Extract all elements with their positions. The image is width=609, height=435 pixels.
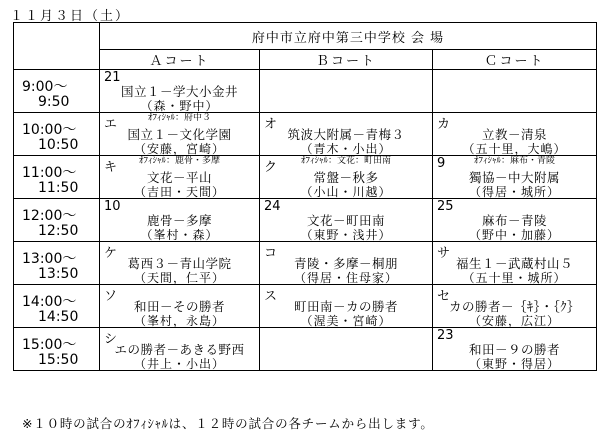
start-time: 12:00～ bbox=[22, 208, 77, 224]
match-info bbox=[260, 242, 432, 284]
court-b-header: Ｂコート bbox=[260, 50, 433, 70]
match-number: エ bbox=[104, 117, 118, 132]
match-referees: （得居・住母家） bbox=[293, 271, 398, 285]
match-teams: 国立１－学大小金井 bbox=[120, 84, 238, 99]
match-number: ケ bbox=[104, 246, 118, 261]
match-teams: 国立１－文化学園 bbox=[127, 127, 232, 142]
slot-body bbox=[14, 70, 597, 371]
match-teams: エの勝者－あきる野西 bbox=[114, 342, 245, 357]
match-number: 10 bbox=[104, 199, 121, 214]
end-time: 12:50 bbox=[38, 223, 79, 239]
match-officials: ｵﾌｨｼｬﾙ：府中３ bbox=[147, 113, 211, 123]
time-cell bbox=[14, 242, 100, 285]
match-teams: カの勝者－｛ｷ｝・｛ｸ｝ bbox=[448, 299, 580, 314]
match-teams: 獨協－中大附属 bbox=[468, 170, 560, 185]
match-teams: 葛西３－青山学院 bbox=[127, 256, 232, 271]
footnote: ※１０時の試合のｵﾌｨｼｬﾙは、１２時の試合の各チームから出します。 bbox=[22, 416, 434, 431]
match-teams: 町田南－カの勝者 bbox=[293, 299, 398, 314]
match-referees: （青木・小出） bbox=[300, 142, 392, 156]
match-cell bbox=[433, 242, 597, 285]
match-number: サ bbox=[437, 246, 451, 261]
time-slot-row bbox=[14, 285, 597, 328]
match-referees: （東野・浅井） bbox=[300, 228, 392, 242]
start-time: 11:00～ bbox=[22, 165, 77, 181]
match-referees: （天間，仁平） bbox=[133, 271, 225, 285]
match-teams: 和田－その勝者 bbox=[133, 299, 225, 314]
match-referees: （森・野中） bbox=[140, 99, 219, 113]
start-time: 13:00～ bbox=[22, 251, 77, 267]
match-number: 24 bbox=[264, 199, 281, 214]
time-slot-row bbox=[14, 70, 597, 113]
match-referees: （野中・加藤） bbox=[468, 228, 560, 242]
match-cell bbox=[433, 285, 597, 328]
match-cell bbox=[260, 113, 433, 166]
match-cell bbox=[100, 70, 260, 123]
match-referees: （五十里・城所） bbox=[462, 271, 567, 285]
match-cell bbox=[433, 328, 597, 371]
match-info bbox=[260, 113, 432, 166]
start-time: 9:00～ bbox=[22, 79, 68, 95]
match-teams: 福生１－武蔵村山５ bbox=[455, 256, 573, 271]
time-cell bbox=[14, 199, 100, 242]
match-referees: （井上・小出） bbox=[133, 357, 225, 371]
match-info bbox=[100, 70, 259, 123]
time-cell bbox=[14, 285, 100, 328]
time-slot-row bbox=[14, 328, 597, 371]
end-time: 14:50 bbox=[38, 309, 79, 325]
start-time: 15:00～ bbox=[22, 337, 77, 353]
match-cell bbox=[433, 199, 597, 242]
end-time: 9:50 bbox=[38, 94, 70, 110]
time-slot-row bbox=[14, 156, 597, 199]
court-a-header: Ａコート bbox=[100, 50, 260, 70]
match-referees: （得居・城所） bbox=[468, 185, 560, 199]
match-referees: （峯村，永島） bbox=[133, 314, 225, 328]
match-referees: （安藤，宮崎） bbox=[133, 142, 225, 156]
match-cell bbox=[433, 156, 597, 199]
court-c-header: Ｃコート bbox=[433, 50, 597, 70]
end-time: 15:50 bbox=[38, 352, 79, 368]
match-number: ク bbox=[264, 160, 278, 175]
end-time: 11:50 bbox=[38, 180, 79, 196]
match-referees: （安藤，広江） bbox=[468, 314, 560, 328]
match-officials: ｵﾌｨｼｬﾙ：鹿骨・多摩 bbox=[138, 156, 220, 166]
match-cell bbox=[260, 242, 433, 285]
match-info bbox=[433, 199, 596, 241]
match-cell bbox=[100, 285, 260, 328]
match-cell bbox=[433, 113, 597, 166]
match-number: キ bbox=[104, 160, 118, 175]
match-number: シ bbox=[104, 332, 118, 347]
match-number: ス bbox=[264, 289, 278, 304]
match-teams: 麻布－青陵 bbox=[481, 213, 547, 228]
match-cell bbox=[260, 70, 433, 113]
match-teams: 筑波大附属－青梅３ bbox=[287, 127, 405, 142]
time-cell bbox=[14, 156, 100, 199]
time-slot-row bbox=[14, 199, 597, 242]
match-info bbox=[100, 242, 259, 284]
match-info bbox=[260, 285, 432, 327]
time-cell bbox=[14, 113, 100, 156]
schedule-date: １１月３日（土） bbox=[10, 9, 131, 24]
match-number: 9 bbox=[437, 156, 446, 171]
match-info bbox=[433, 242, 596, 284]
match-officials: ｵﾌｨｼｬﾙ：文花：町田南 bbox=[300, 156, 391, 166]
match-cell bbox=[260, 199, 433, 242]
match-number: セ bbox=[437, 289, 451, 304]
start-time: 14:00～ bbox=[22, 294, 77, 310]
match-referees: （五十里，大嶋） bbox=[462, 142, 567, 156]
match-cell bbox=[100, 156, 260, 199]
schedule-table bbox=[13, 22, 597, 371]
match-cell bbox=[100, 113, 260, 166]
match-info bbox=[260, 156, 432, 198]
time-slot-row bbox=[14, 113, 597, 156]
match-teams: 文花－町田南 bbox=[306, 213, 385, 228]
end-time: 10:50 bbox=[38, 137, 79, 153]
match-cell bbox=[260, 328, 433, 371]
match-number: ソ bbox=[104, 289, 118, 304]
match-info bbox=[433, 156, 596, 198]
match-info bbox=[260, 199, 432, 241]
match-cell bbox=[100, 242, 260, 285]
match-teams: 青陵・多摩－桐朋 bbox=[293, 256, 398, 271]
time-slot-row bbox=[14, 242, 597, 285]
match-info bbox=[100, 328, 259, 370]
match-teams: 常盤－秋多 bbox=[313, 170, 379, 185]
match-info bbox=[433, 328, 596, 370]
start-time: 10:00～ bbox=[22, 122, 77, 138]
match-number: 25 bbox=[437, 199, 454, 214]
match-teams: 鹿骨－多摩 bbox=[146, 213, 212, 228]
match-number: 23 bbox=[437, 328, 454, 343]
match-cell bbox=[260, 156, 433, 199]
match-number: カ bbox=[437, 117, 451, 132]
match-referees: （小山・川越） bbox=[300, 185, 392, 199]
match-referees: （吉田・天間） bbox=[133, 185, 225, 199]
blank-corner bbox=[14, 23, 100, 70]
match-info bbox=[100, 156, 259, 198]
match-cell bbox=[433, 70, 597, 113]
match-info bbox=[100, 285, 259, 327]
match-info bbox=[100, 113, 259, 166]
match-teams: 和田－９の勝者 bbox=[468, 342, 560, 357]
match-referees: （渥美・宮崎） bbox=[300, 314, 392, 328]
match-cell bbox=[260, 285, 433, 328]
time-cell bbox=[14, 70, 100, 113]
match-referees: （峯村・森） bbox=[140, 228, 219, 242]
match-number: オ bbox=[264, 117, 278, 132]
match-number: コ bbox=[264, 246, 278, 261]
match-teams: 文花－平山 bbox=[146, 170, 212, 185]
time-cell bbox=[14, 328, 100, 371]
match-info bbox=[100, 199, 259, 241]
match-cell bbox=[100, 328, 260, 371]
match-number: 21 bbox=[104, 70, 121, 85]
match-info bbox=[433, 113, 596, 166]
end-time: 13:50 bbox=[38, 266, 79, 282]
venue-title: 府中市立府中第三中学校 会 場 bbox=[100, 23, 597, 50]
match-teams: 立教－清泉 bbox=[481, 127, 547, 142]
match-officials: ｵﾌｨｼｬﾙ：麻布・青陵 bbox=[473, 156, 555, 166]
match-info bbox=[433, 285, 596, 327]
match-cell bbox=[100, 199, 260, 242]
match-referees: （東野・得居） bbox=[468, 357, 560, 371]
